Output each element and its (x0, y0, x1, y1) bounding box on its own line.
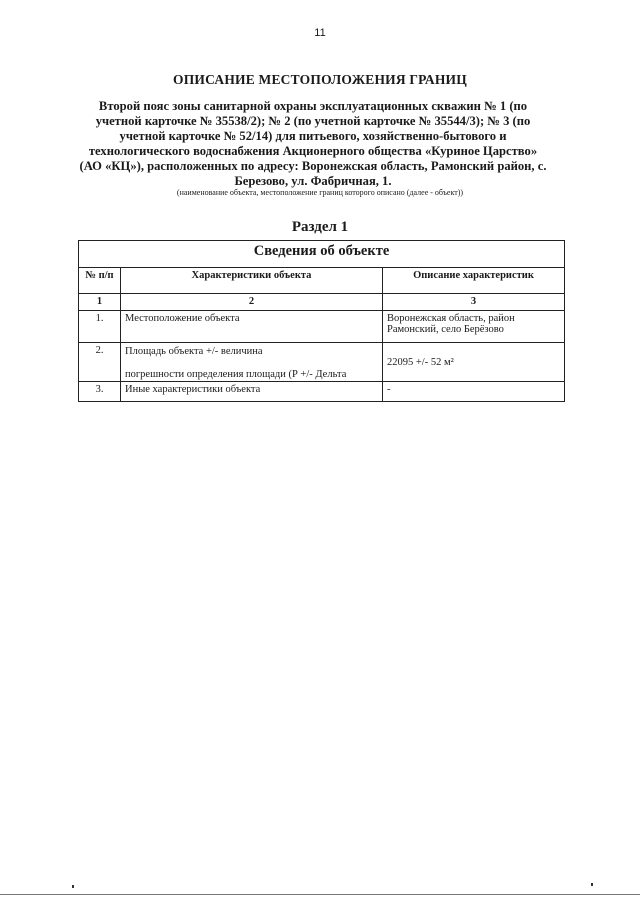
document-subject-note: (наименование объекта, местоположение границ которого описано (далее - объект)) (176, 188, 464, 197)
table-row (79, 311, 565, 343)
document-subject: Второй пояс зоны санитарной охраны эксплуатационных скважин № 1 (по учетной карточке № 35538/2); № 2 (по учетной карточке № 35544/3); № 3 (по учетной карточке № 52/14) для питьевого, хозяйственно-бытового и технологического водоснабжения Акционерного общества «Куриное Царство» (АО «КЦ»), расположенных по адресу: Воронежская область, Рамонский район, с. Березово, ул. Фабричная, 1. (79, 99, 547, 188)
object-info-table (78, 240, 565, 402)
row-characteristic: Местоположение объекта (121, 311, 383, 343)
column-number: 3 (383, 294, 565, 311)
header-characteristic: Характеристики объекта (121, 268, 383, 294)
row-description: - (383, 382, 565, 402)
header-description: Описание характеристик (383, 268, 565, 294)
table-header-row (79, 268, 565, 294)
row-characteristic: Иные характеристики объекта (121, 382, 383, 402)
scan-mark (72, 885, 74, 888)
column-number: 1 (79, 294, 121, 311)
row-number: 3. (79, 382, 121, 402)
scan-mark (591, 883, 593, 886)
row-description: Воронежская область, район Рамонский, село Берёзово (383, 311, 565, 343)
document-title: ОПИСАНИЕ МЕСТОПОЛОЖЕНИЯ ГРАНИЦ (173, 72, 467, 87)
table-caption: Сведения об объекте (79, 241, 565, 268)
page-number: 11 (314, 27, 326, 39)
table-row (79, 382, 565, 402)
row-description: 22095 +/- 52 м² (383, 343, 565, 382)
header-number: № п/п (79, 268, 121, 294)
row-number: 1. (79, 311, 121, 343)
row-characteristic-line: Площадь объекта +/- величина (125, 346, 263, 357)
table-row (79, 343, 565, 382)
scan-edge-line (0, 894, 640, 895)
row-number: 2. (79, 343, 121, 382)
section-title: Раздел 1 (291, 219, 349, 235)
row-characteristic-line: погрешности определения площади (Р +/- Дельта (125, 369, 347, 380)
column-numbers-row (79, 294, 565, 311)
table-caption-row (79, 241, 565, 268)
column-number: 2 (121, 294, 383, 311)
row-characteristic (121, 343, 383, 382)
